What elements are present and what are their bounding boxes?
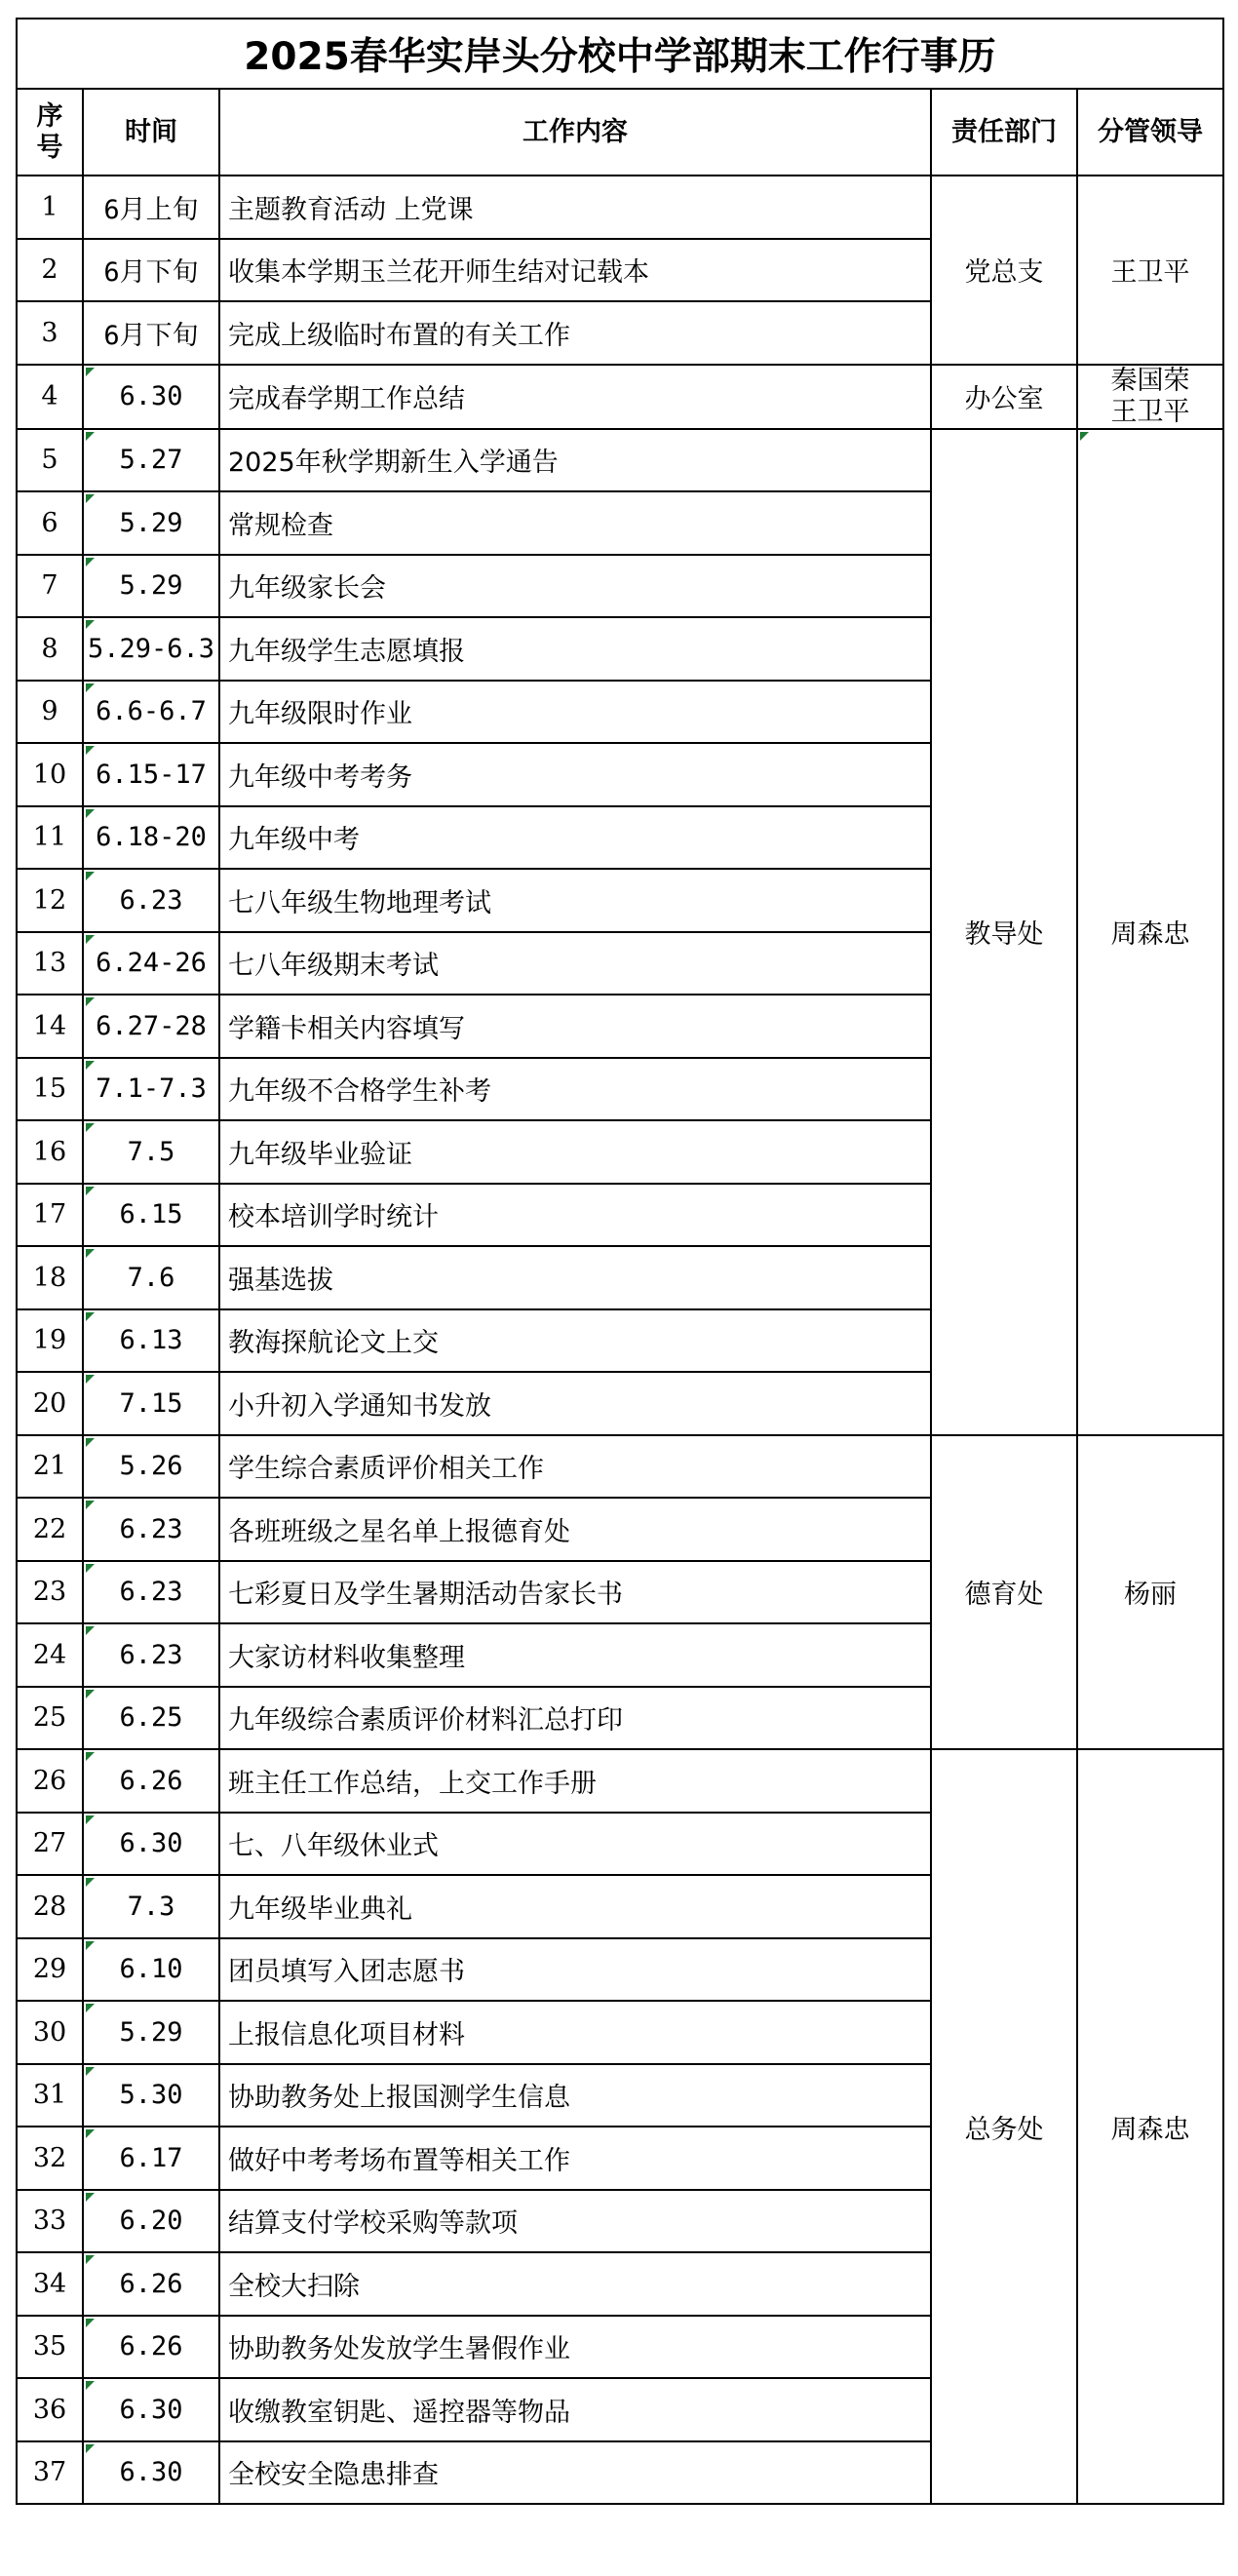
row-time: 6.23 [83,1561,219,1624]
row-content: 九年级家长会 [219,555,931,618]
row-content: 九年级学生志愿填报 [219,617,931,681]
row-number: 29 [17,1938,83,2002]
row-time: 6.20 [83,2190,219,2253]
department-cell: 总务处 [931,1749,1077,2504]
row-time: 6.24-26 [83,932,219,995]
row-content: 主题教育活动 上党课 [219,176,931,239]
leader-cell [1077,176,1223,365]
row-number: 25 [17,1687,83,1750]
row-content: 完成上级临时布置的有关工作 [219,301,931,365]
row-content: 收集本学期玉兰花开师生结对记载本 [219,239,931,302]
row-number: 16 [17,1120,83,1184]
row-content: 班主任工作总结，上交工作手册 [219,1749,931,1813]
row-number: 28 [17,1875,83,1938]
row-number: 6 [17,491,83,555]
row-number: 34 [17,2252,83,2316]
row-content: 上报信息化项目材料 [219,2001,931,2064]
row-time: 5.29 [83,2001,219,2064]
row-number: 35 [17,2316,83,2379]
row-time: 6.23 [83,869,219,932]
row-time: 5.26 [83,1435,219,1499]
row-number: 12 [17,869,83,932]
header-dept: 责任部门 [931,89,1077,176]
row-time: 5.29 [83,491,219,555]
table-row [17,1435,1223,1499]
row-number: 23 [17,1561,83,1624]
row-time: 7.15 [83,1372,219,1435]
row-number: 17 [17,1184,83,1247]
row-content: 九年级毕业典礼 [219,1875,931,1938]
row-time: 5.29-6.3 [83,617,219,681]
row-time: 6.26 [83,2252,219,2316]
row-number: 27 [17,1813,83,1876]
row-time: 5.29 [83,555,219,618]
row-content: 小升初入学通知书发放 [219,1372,931,1435]
row-number: 11 [17,806,83,870]
row-content: 九年级中考 [219,806,931,870]
row-time: 6.27-28 [83,995,219,1058]
row-content: 常规检查 [219,491,931,555]
row-number: 31 [17,2064,83,2127]
row-number: 5 [17,429,83,492]
row-time: 6.30 [83,2378,219,2441]
row-time: 6.26 [83,1749,219,1813]
row-content: 2025年秋学期新生入学通告 [219,429,931,492]
row-time: 6.23 [83,1623,219,1687]
row-number: 13 [17,932,83,995]
row-content: 七八年级生物地理考试 [219,869,931,932]
row-time: 6.30 [83,1813,219,1876]
row-content: 七八年级期末考试 [219,932,931,995]
table-row [17,1749,1223,1813]
row-content: 大家访材料收集整理 [219,1623,931,1687]
leader-name: 王卫平 [1110,396,1190,427]
row-number: 36 [17,2378,83,2441]
row-content: 七彩夏日及学生暑期活动告家长书 [219,1561,931,1624]
leader-cell [1077,1749,1223,2504]
row-time: 6.15 [83,1184,219,1247]
row-time: 5.30 [83,2064,219,2127]
row-content: 校本培训学时统计 [219,1184,931,1247]
row-content: 全校安全隐患排查 [219,2441,931,2505]
leader-cell [1077,429,1223,1435]
page-title: 2025春华实岸头分校中学部期末工作行事历 [17,19,1223,89]
row-number: 20 [17,1372,83,1435]
header-num: 序号 [17,89,83,176]
header-lead: 分管领导 [1077,89,1223,176]
leader-cell [1077,365,1223,429]
row-time: 7.3 [83,1875,219,1938]
row-content: 完成春学期工作总结 [219,365,931,429]
row-content: 九年级毕业验证 [219,1120,931,1184]
row-content: 协助教务处发放学生暑假作业 [219,2316,931,2379]
row-number: 9 [17,681,83,744]
row-number: 7 [17,555,83,618]
row-time: 6.15-17 [83,743,219,806]
leader-name: 秦国荣 [1110,365,1190,396]
row-number: 30 [17,2001,83,2064]
row-number: 8 [17,617,83,681]
department-cell: 党总支 [931,176,1077,365]
calendar-sheet [16,18,1222,2505]
row-number: 3 [17,301,83,365]
leader-name: 周森忠 [1110,919,1190,950]
department-cell: 办公室 [931,365,1077,429]
row-number: 19 [17,1309,83,1373]
header-time: 时间 [83,89,219,176]
department-cell: 教导处 [931,429,1077,1435]
row-time: 6.17 [83,2127,219,2190]
row-time: 6.23 [83,1498,219,1561]
row-content: 协助教务处上报国测学生信息 [219,2064,931,2127]
row-number: 4 [17,365,83,429]
row-number: 10 [17,743,83,806]
row-time: 6月下旬 [83,239,219,302]
row-number: 15 [17,1058,83,1121]
row-time: 6月下旬 [83,301,219,365]
leader-name: 杨丽 [1124,1580,1178,1611]
row-number: 33 [17,2190,83,2253]
row-time: 6.10 [83,1938,219,2002]
row-number: 2 [17,239,83,302]
table-row [17,429,1223,492]
row-number: 32 [17,2127,83,2190]
row-time: 6.30 [83,2441,219,2505]
calendar-table [16,18,1224,2505]
row-time: 7.5 [83,1120,219,1184]
row-content: 九年级中考考务 [219,743,931,806]
row-time: 6.25 [83,1687,219,1750]
row-content: 学生综合素质评价相关工作 [219,1435,931,1499]
row-time: 5.27 [83,429,219,492]
table-row [17,176,1223,239]
row-number: 18 [17,1246,83,1309]
row-content: 九年级综合素质评价材料汇总打印 [219,1687,931,1750]
row-number: 22 [17,1498,83,1561]
row-number: 14 [17,995,83,1058]
row-content: 九年级不合格学生补考 [219,1058,931,1121]
row-content: 全校大扫除 [219,2252,931,2316]
row-number: 26 [17,1749,83,1813]
row-time: 6月上旬 [83,176,219,239]
row-content: 强基选拔 [219,1246,931,1309]
table-row [17,365,1223,429]
row-time: 6.30 [83,365,219,429]
row-number: 1 [17,176,83,239]
row-time: 6.26 [83,2316,219,2379]
row-number: 21 [17,1435,83,1499]
leader-name: 王卫平 [1110,257,1190,289]
row-time: 7.1-7.3 [83,1058,219,1121]
row-number: 24 [17,1623,83,1687]
leader-cell [1077,1435,1223,1750]
leader-name: 周森忠 [1110,2114,1190,2145]
row-time: 6.18-20 [83,806,219,870]
row-time: 7.6 [83,1246,219,1309]
row-content: 学籍卡相关内容填写 [219,995,931,1058]
row-content: 做好中考考场布置等相关工作 [219,2127,931,2190]
row-time: 6.13 [83,1309,219,1373]
row-content: 教海探航论文上交 [219,1309,931,1373]
row-content: 团员填写入团志愿书 [219,1938,931,2002]
row-content: 结算支付学校采购等款项 [219,2190,931,2253]
row-number: 37 [17,2441,83,2505]
department-cell: 德育处 [931,1435,1077,1750]
row-content: 七、八年级休业式 [219,1813,931,1876]
header-content: 工作内容 [219,89,931,176]
row-time: 6.6-6.7 [83,681,219,744]
row-content: 九年级限时作业 [219,681,931,744]
row-content: 各班班级之星名单上报德育处 [219,1498,931,1561]
row-content: 收缴教室钥匙、遥控器等物品 [219,2378,931,2441]
table-body [17,176,1223,2504]
